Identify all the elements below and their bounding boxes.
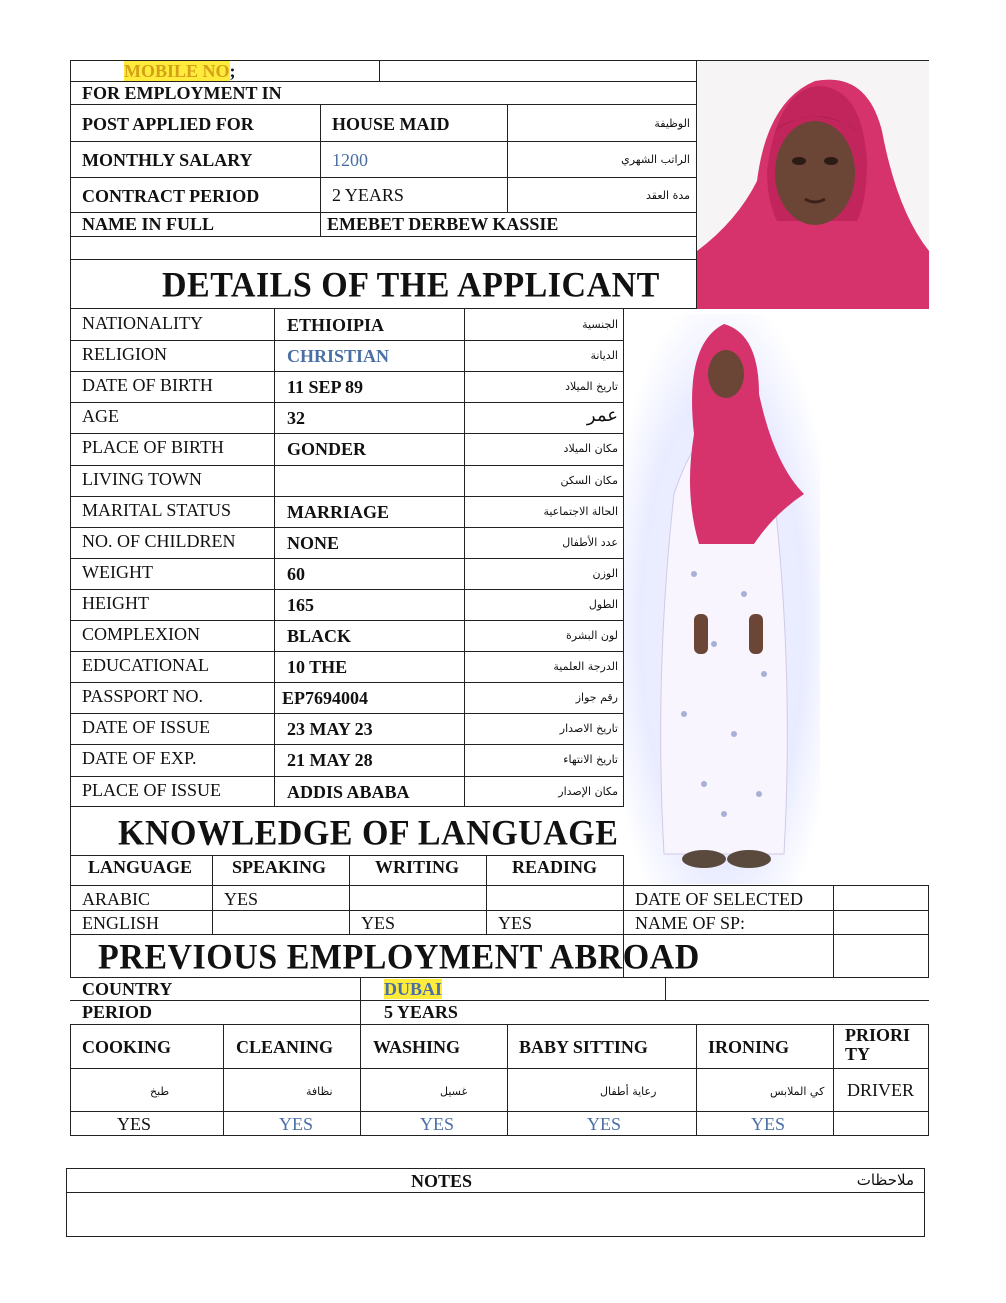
detail-arabic: الجنسية [582, 318, 618, 331]
post-label: POST APPLIED FOR [82, 114, 254, 134]
skill-ironing: IRONING [708, 1037, 790, 1057]
period-label: PERIOD [82, 1002, 153, 1022]
skill-priority: PRIORI TY [845, 1025, 911, 1064]
detail-value: NONE [287, 533, 340, 553]
skill-val-baby: YES [587, 1114, 622, 1134]
detail-label: NATIONALITY [82, 313, 203, 333]
skill-ar-baby: رعاية أطفال [600, 1085, 657, 1098]
detail-label: DATE OF EXP. [82, 748, 197, 768]
skill-val-washing: YES [420, 1114, 455, 1134]
skill-cooking: COOKING [82, 1037, 172, 1057]
detail-value: 32 [287, 408, 305, 428]
skill-baby-sitting: BABY SITTING [519, 1037, 648, 1057]
period-value: 5 YEARS [384, 1002, 458, 1022]
detail-label: RELIGION [82, 344, 167, 364]
skill-cleaning: CLEANING [236, 1037, 334, 1057]
skill-val-ironing: YES [751, 1114, 786, 1134]
detail-label: DATE OF ISSUE [82, 717, 211, 737]
detail-label: MARITAL STATUS [82, 500, 231, 520]
date-selected-label: DATE OF SELECTED [635, 889, 803, 909]
full-body-photo [624, 314, 820, 884]
skill-extra-driver: DRIVER [847, 1080, 914, 1100]
lang-arabic: ARABIC [82, 889, 151, 909]
detail-value: BLACK [287, 626, 352, 646]
contract-ar: مدة العقد [646, 189, 690, 202]
detail-arabic: مكان السكن [560, 474, 618, 487]
detail-label: EDUCATIONAL [82, 655, 209, 675]
salary-value: 1200 [332, 150, 368, 170]
skill-ar-washing: غسيل [440, 1085, 468, 1098]
lang-english-reading: YES [498, 913, 533, 933]
previous-title: PREVIOUS EMPLOYMENT ABROAD [98, 938, 700, 977]
name-value: EMEBET DERBEW KASSIE [327, 214, 559, 234]
notes-label: NOTES [411, 1171, 473, 1191]
detail-label: WEIGHT [82, 562, 153, 582]
lang-header-speaking: SPEAKING [232, 857, 327, 877]
detail-arabic: مكان الإصدار [558, 785, 618, 798]
detail-value: 165 [287, 595, 314, 615]
skill-washing: WASHING [373, 1037, 461, 1057]
detail-arabic: تاريخ الميلاد [565, 380, 618, 393]
detail-value: 21 MAY 28 [287, 750, 373, 770]
post-ar: الوظيفة [654, 117, 690, 130]
detail-arabic: الوزن [592, 567, 618, 580]
detail-label: PLACE OF BIRTH [82, 437, 224, 457]
detail-value: CHRISTIAN [287, 346, 390, 366]
detail-value: ETHIOIPIA [287, 315, 385, 335]
detail-arabic: عدد الأطفال [562, 536, 618, 549]
detail-arabic: الطول [588, 598, 618, 611]
detail-label: AGE [82, 406, 119, 426]
skills-table [70, 1024, 929, 1136]
lang-english: ENGLISH [82, 913, 159, 933]
detail-arabic: تاريخ الانتهاء [563, 753, 618, 766]
salary-label: MONTHLY SALARY [82, 150, 253, 170]
name-sp-label: NAME OF SP: [635, 913, 746, 933]
detail-value: GONDER [287, 439, 367, 459]
detail-arabic: الحالة الاجتماعية [543, 505, 618, 518]
skill-ar-ironing: كي الملابس [770, 1085, 825, 1098]
detail-value: 23 MAY 23 [287, 719, 373, 739]
detail-value: EP7694004 [282, 688, 369, 708]
name-label: NAME IN FULL [82, 214, 215, 234]
detail-arabic: رقم جواز [575, 691, 618, 704]
detail-label: NO. OF CHILDREN [82, 531, 236, 551]
detail-label: PASSPORT NO. [82, 686, 203, 706]
detail-arabic: تاريخ الاصدار [559, 722, 618, 735]
lang-english-writing: YES [361, 913, 396, 933]
detail-arabic: الدرجة العلمية [553, 660, 618, 673]
details-title: DETAILS OF THE APPLICANT [162, 266, 660, 305]
detail-value: 11 SEP 89 [287, 377, 364, 397]
lang-header-language: LANGUAGE [88, 857, 193, 877]
detail-arabic: لون البشرة [566, 629, 618, 642]
salary-ar: الراتب الشهري [621, 153, 690, 166]
skill-val-cooking: YES [117, 1114, 152, 1134]
skill-val-cleaning: YES [279, 1114, 314, 1134]
skill-ar-cleaning: نظافة [306, 1085, 333, 1098]
mobile-sep: ; [229, 61, 236, 81]
post-value: HOUSE MAID [332, 114, 450, 134]
contract-label: CONTRACT PERIOD [82, 186, 260, 206]
detail-value: ADDIS ABABA [287, 782, 410, 802]
detail-label: COMPLEXION [82, 624, 201, 644]
employment-label: FOR EMPLOYMENT IN [82, 83, 282, 103]
detail-label: LIVING TOWN [82, 469, 202, 489]
detail-label: PLACE OF ISSUE [82, 780, 222, 800]
language-title: KNOWLEDGE OF LANGUAGE [118, 814, 619, 853]
detail-arabic: مكان الميلاد [563, 442, 618, 455]
mobile-label: MOBILE NO [124, 61, 230, 81]
country-label: COUNTRY [82, 979, 173, 999]
detail-arabic: الديانة [590, 349, 618, 362]
lang-header-writing: WRITING [375, 857, 460, 877]
notes-box [66, 1168, 925, 1237]
contract-value: 2 YEARS [332, 185, 404, 205]
detail-value: 60 [287, 564, 305, 584]
portrait-photo [697, 60, 929, 309]
skill-ar-cooking: طبخ [150, 1085, 170, 1098]
detail-label: HEIGHT [82, 593, 149, 613]
detail-arabic: عمر [586, 405, 618, 426]
detail-value: MARRIAGE [287, 502, 389, 522]
country-value: DUBAI [384, 979, 443, 999]
detail-value: 10 THE [287, 657, 348, 677]
detail-label: DATE OF BIRTH [82, 375, 213, 395]
notes-ar: ملاحظات [856, 1171, 914, 1189]
mobile-label-wrap [124, 61, 236, 81]
lang-header-reading: READING [512, 857, 598, 877]
lang-arabic-speaking: YES [224, 889, 259, 909]
